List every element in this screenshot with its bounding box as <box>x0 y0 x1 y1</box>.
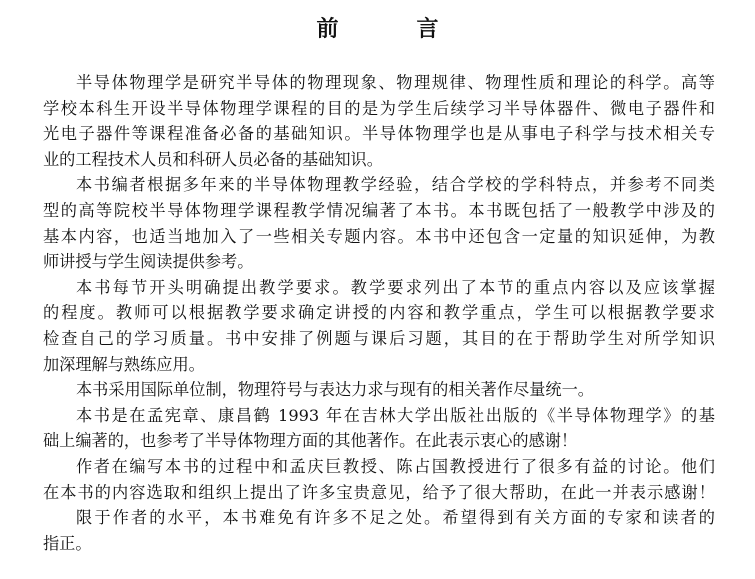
text-line: 本书采用国际单位制，物理符号与表达力求与现有的相关著作尽量统一。 <box>76 380 594 400</box>
text-line: 师讲授与学生阅读提供参考。 <box>43 252 254 272</box>
text-line: 础上编著的，也参考了半导体物理方面的其他著作。在此表示衷心的感谢！ <box>43 431 578 451</box>
text-line: 本书是在孟宪章、康昌鹤 1993 年在吉林大学出版社出版的《半导体物理学》的基 <box>76 405 715 425</box>
text-line: 业的工程技术人员和科研人员必备的基础知识。 <box>43 149 383 169</box>
text-line: 的程度。教师可以根据教学要求确定讲授的内容和教学重点，学生可以根据教学要求 <box>43 303 715 323</box>
body-text <box>43 70 715 556</box>
page-title: 前 言 <box>316 16 467 42</box>
text-line: 本书编者根据多年来的半导体物理教学经验，结合学校的学科特点，并参考不同类 <box>76 175 715 195</box>
text-line: 本书每节开头明确提出教学要求。教学要求列出了本节的重点内容以及应该掌握 <box>76 277 715 297</box>
text-line: 光电子器件等课程准备必备的基础知识。半导体物理学也是从事电子科学与技术相关专 <box>43 124 715 144</box>
text-line: 检查自己的学习质量。书中安排了例题与课后习题，其目的在于帮助学生对所学知识 <box>43 328 715 348</box>
text-line: 基本内容，也适当地加入了一些相关专题内容。本书中还包含一定量的知识延伸，为教 <box>43 226 715 246</box>
text-line: 作者在编写本书的过程中和孟庆巨教授、陈占国教授进行了很多有益的讨论。他们 <box>76 456 715 476</box>
text-line: 加深理解与熟练应用。 <box>43 354 205 374</box>
text-line: 在本书的内容选取和组织上提出了许多宝贵意见，给予了很大帮助，在此一并表示感谢！ <box>43 482 715 502</box>
text-line: 限于作者的水平，本书难免有许多不足之处。希望得到有关方面的专家和读者的 <box>76 508 715 528</box>
text-line: 学校本科生开设半导体物理学课程的目的是为学生后续学习半导体器件、微电子器件和 <box>43 98 715 118</box>
text-line: 型的高等院校半导体物理学课程教学情况编著了本书。本书既包括了一般教学中涉及的 <box>43 200 715 220</box>
text-line: 指正。 <box>43 533 92 553</box>
text-line: 半导体物理学是研究半导体的物理现象、物理规律、物理性质和理论的科学。高等 <box>76 73 715 92</box>
